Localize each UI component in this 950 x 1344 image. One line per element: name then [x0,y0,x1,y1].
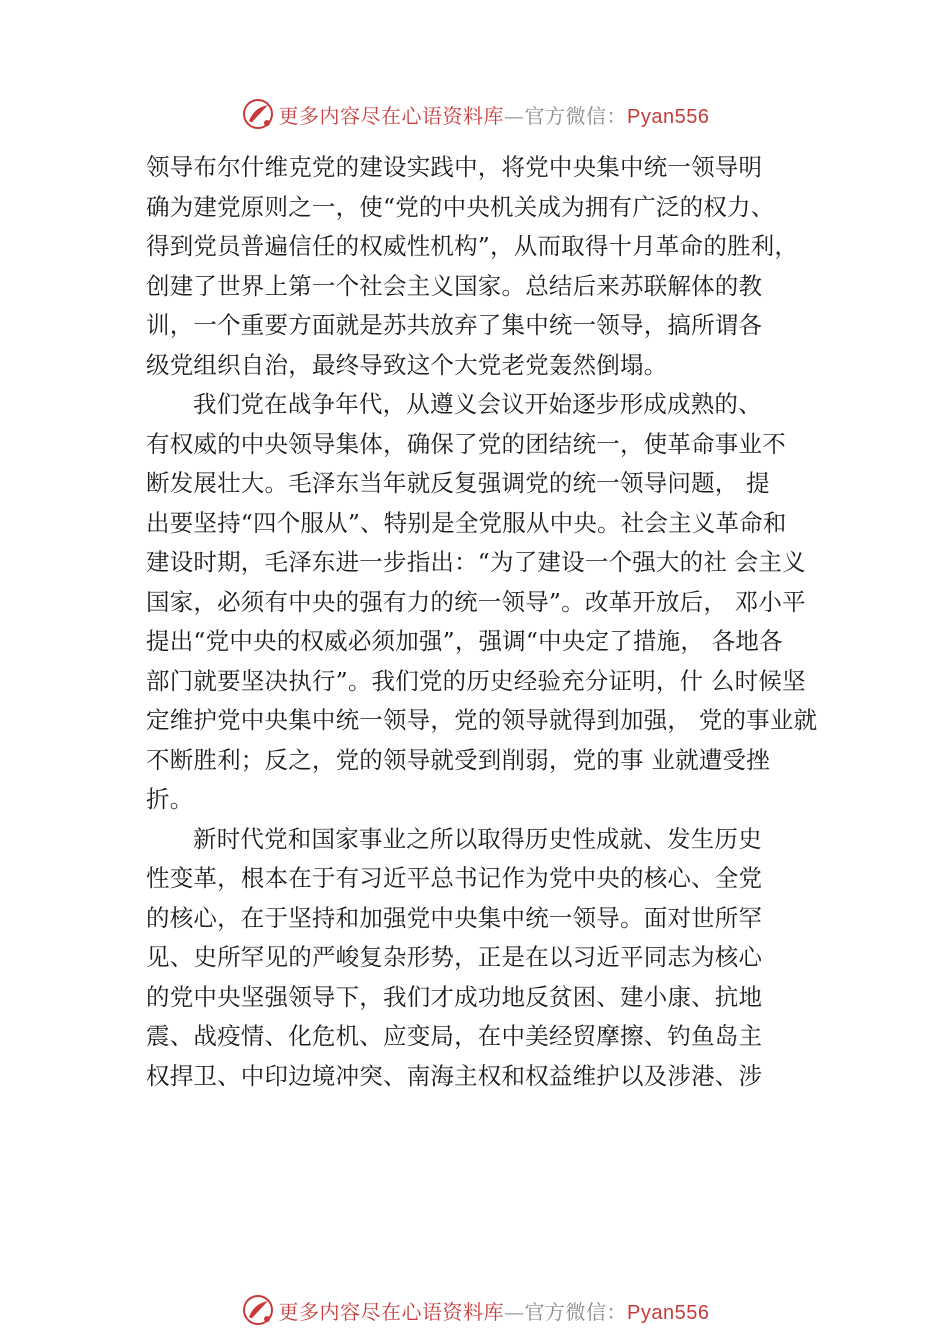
text-line: 出要坚持“四个服从”、特别是全党服从中央。社会主义革命和 [146,508,787,537]
header-brand: 更多内容尽在心语资料库 [278,103,505,128]
text-line: 的核心，在于坚持和加强党中央集中统一领导。面对世所罕 [146,903,763,932]
header-text [279,100,710,129]
text-line: 不断胜利；反之，党的领导就受到削弱，党的事 业就遭受挫 [146,745,770,774]
footer-banner [0,1290,950,1330]
footer-label: 官方微信： [524,1299,628,1324]
text-line: 级党组织自治，最终导致这个大党老党轰然倒塌。 [146,350,668,379]
header-account: Pyan556 [627,105,710,128]
text-line: 的党中央坚强领导下，我们才成功地反贫困、建小康、抗地 [146,982,763,1011]
text-line: 确为建党原则之一，使“党的中央机关成为拥有广泛的权力、 [146,192,775,221]
text-line: 震、战疫情、化危机、应变局，在中美经贸摩擦、钓鱼岛主 [146,1022,763,1050]
document-body [146,148,846,1096]
paragraph-start-line: 我们党在战争年代，从遵义会议开始逐步形成成熟的、 [193,390,762,418]
text-line: 提出“党中央的权威必须加强”，强调“中央定了措施， 各地各 [146,627,783,655]
text-line: 断发展壮大。毛泽东当年就反复强调党的统一领导问题， 提 [146,469,770,497]
footer-brand: 更多内容尽在心语资料库 [278,1299,505,1324]
text-line: 性变革，根本在于有习近平总书记作为党中央的核心、全党 [146,864,763,892]
text-line: 创建了世界上第一个社会主义国家。总结后来苏联解体的教 [146,271,763,300]
text-line: 定维护党中央集中统一领导，党的领导就得到加强， 党的事业就 [146,706,818,734]
footer-separator: — [504,1299,525,1324]
footer-text [279,1296,710,1325]
paragraph-start-line: 新时代党和国家事业之所以取得历史性成就、发生历史 [193,824,762,853]
text-line: 领导布尔什维克党的建设实践中，将党中央集中统一领导明 [146,153,763,181]
text-line: 折。 [146,785,194,813]
brand-logo-icon [241,1293,275,1327]
text-line: 国家，必须有中央的强有力的统一领导”。改革开放后， 邓小平 [146,587,806,616]
text-line: 见、史所罕见的严峻复杂形势，正是在以习近平同志为核心 [146,943,763,971]
text-line: 得到党员普遍信任的权威性机构”，从而取得十月革命的胜利， [146,232,799,260]
text-line: 权捍卫、中印边境冲突、南海主权和权益维护以及涉港、涉 [146,1061,763,1090]
text-line: 部门就要坚决执行”。我们党的历史经验充分证明，什 么时候坚 [146,666,806,695]
header-banner [0,94,950,134]
header-separator: — [504,103,525,128]
text-line: 训，一个重要方面就是苏共放弃了集中统一领导，搞所谓各 [146,311,763,339]
header-label: 官方微信： [524,103,628,128]
brand-logo-icon [241,97,275,131]
footer-account: Pyan556 [627,1301,710,1324]
text-line: 有权威的中央领导集体，确保了党的团结统一，使革命事业不 [146,429,786,458]
text-line: 建设时期，毛泽东进一步指出：“为了建设一个强大的社 会主义 [146,548,806,576]
